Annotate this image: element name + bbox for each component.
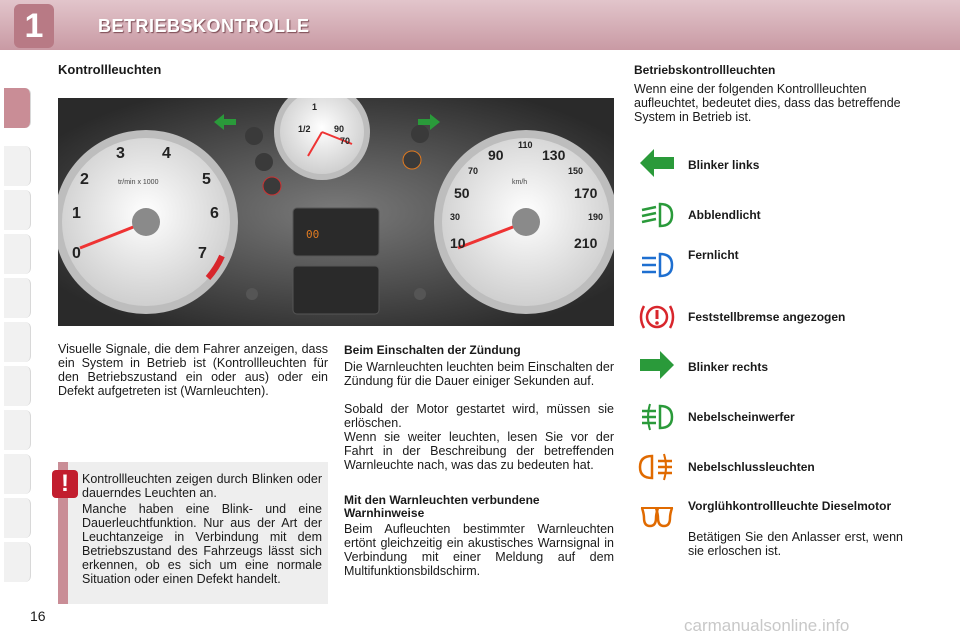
tacho-tick: 4 <box>162 145 171 162</box>
speedo-tick: 110 <box>518 140 533 150</box>
tacho-tick: 2 <box>80 171 89 188</box>
front-fog-icon <box>638 400 676 434</box>
fuel-tick: 70 <box>340 136 351 146</box>
ignition-heading: Beim Einschalten der Zündung <box>344 343 521 357</box>
chapter-tab[interactable] <box>4 146 31 186</box>
warning-paragraph: Kontrollleuchten zeigen durch Blinken oder dauerndes Leuchten an. <box>82 472 322 500</box>
speedo-tick: 30 <box>450 212 461 222</box>
rear-fog-icon <box>638 450 676 484</box>
speedo-tick: 50 <box>454 185 470 201</box>
intro-paragraph: Visuelle Signale, die dem Fahrer anzeigen, dass ein System in Betrieb ist (Kontrollleuchten für den Betriebszustand ein oder aus) oder ein Defekt aufgetreten ist (Warnleuchten). <box>58 342 328 398</box>
associated-paragraph: Beim Aufleuchten bestimmter Warnleuchten ertönt gleichzeitig ein akustisches Warnsignal in Verbindung mit einer Meldung auf dem Multifunktionsbildschirm. <box>344 522 614 578</box>
tachometer-hub <box>132 208 160 236</box>
indicator-label: Nebelschlussleuchten <box>688 460 815 474</box>
chapter-tabs <box>0 60 32 580</box>
indicator-label: Vorglühkontrollleuchte Dieselmotor <box>688 499 892 513</box>
chapter-tab-active[interactable] <box>4 88 31 128</box>
cluster-high-beam-lamp <box>255 153 273 171</box>
cluster-knob <box>246 288 258 300</box>
warning-badge-icon: ! <box>52 470 78 498</box>
cluster-front-fog-lamp <box>411 125 429 143</box>
chapter-tab[interactable] <box>4 278 31 318</box>
speedo-tick: 150 <box>568 166 584 176</box>
page-header <box>0 0 960 50</box>
chapter-tab[interactable] <box>4 542 31 582</box>
tacho-tick: 3 <box>116 145 125 162</box>
tacho-tick: 5 <box>202 171 211 188</box>
speedo-tick: 190 <box>588 212 604 222</box>
page-number: 16 <box>30 608 46 624</box>
warning-paragraph: Manche haben eine Blink- und eine Dauerleuchtfunktion. Nur aus der Art der Leuchtanzeige in Verbindung mit dem Betriebszustand des Fahrzeugs lässt sich erkennen, ob es sich um eine normale Situation oder einen Defekt handelt. <box>82 502 322 586</box>
arrow-right-icon <box>638 348 676 382</box>
operation-heading: Betriebskontrollleuchten <box>634 63 776 77</box>
section-title: Kontrollleuchten <box>58 62 162 77</box>
tacho-tick: 0 <box>72 245 81 262</box>
glow-plug-icon <box>638 500 676 534</box>
tacho-tick: 1 <box>72 205 81 222</box>
chapter-tab[interactable] <box>4 410 31 450</box>
speedo-tick: 90 <box>488 147 504 163</box>
speedo-unit: km/h <box>512 179 528 186</box>
operation-paragraph: Wenn eine der folgenden Kontrollleuchten aufleuchtet, bedeutet dies, dass das betreffende System in Betrieb ist. <box>634 82 901 124</box>
chapter-title: BETRIEBSKONTROLLE <box>98 16 310 36</box>
display-glow-plug-text: 00 <box>306 228 320 241</box>
chapter-tab[interactable] <box>4 454 31 494</box>
parking-brake-icon <box>638 300 676 334</box>
cluster-brake-lamp <box>263 177 281 195</box>
indicator-note: Betätigen Sie den Anlasser erst, wenn sie erloschen ist. <box>688 530 903 558</box>
instrument-cluster-image <box>58 98 614 326</box>
high-beam-icon <box>638 248 676 282</box>
indicator-label: Fernlicht <box>688 248 739 262</box>
chapter-tab[interactable] <box>4 190 31 230</box>
indicator-label: Blinker rechts <box>688 360 769 374</box>
fuel-tick: 90 <box>334 124 345 134</box>
chapter-tab[interactable] <box>4 498 31 538</box>
speedo-tick: 210 <box>574 235 598 251</box>
cluster-low-beam-lamp <box>245 127 263 145</box>
arrow-left-icon <box>638 146 676 180</box>
speedometer-hub <box>512 208 540 236</box>
chapter-tab[interactable] <box>4 322 31 362</box>
tacho-unit: tr/min x 1000 <box>118 179 159 186</box>
chapter-tab[interactable] <box>4 366 31 406</box>
indicator-label: Abblendlicht <box>688 208 761 222</box>
tacho-tick: 7 <box>198 245 207 262</box>
ignition-paragraph: Sobald der Motor gestartet wird, müssen sie erlöschen. <box>344 402 614 430</box>
fuel-tick: 1/2 <box>298 124 311 134</box>
ignition-paragraph: Wenn sie weiter leuchten, lesen Sie vor der Fahrt in der Beschreibung der betreffenden Warnleuchte nach, was das zu bedeuten hat. <box>344 430 614 472</box>
speedo-tick: 170 <box>574 185 598 201</box>
cluster-rear-fog-lamp <box>403 151 421 169</box>
indicator-label: Blinker links <box>688 158 760 172</box>
fuel-tick: 1 <box>312 102 318 112</box>
associated-heading: Mit den Warnleuchten verbundene Warnhinweise <box>344 493 540 520</box>
speedo-tick: 10 <box>450 235 466 251</box>
cluster-knob <box>414 288 426 300</box>
tacho-tick: 6 <box>210 205 219 222</box>
low-beam-icon <box>638 198 676 232</box>
trip-display <box>293 266 379 314</box>
speedo-tick: 130 <box>542 147 566 163</box>
chapter-tab[interactable] <box>4 234 31 274</box>
speedo-tick: 70 <box>468 166 479 176</box>
chapter-number: 1 <box>14 4 54 48</box>
watermark: carmanualsonline.info <box>684 616 850 635</box>
ignition-paragraph: Die Warnleuchten leuchten beim Einschalten der Zündung für die Dauer einiger Sekunden auf. <box>344 360 614 388</box>
indicator-label: Nebelscheinwerfer <box>688 410 795 424</box>
indicator-label: Feststellbremse angezogen <box>688 310 846 324</box>
